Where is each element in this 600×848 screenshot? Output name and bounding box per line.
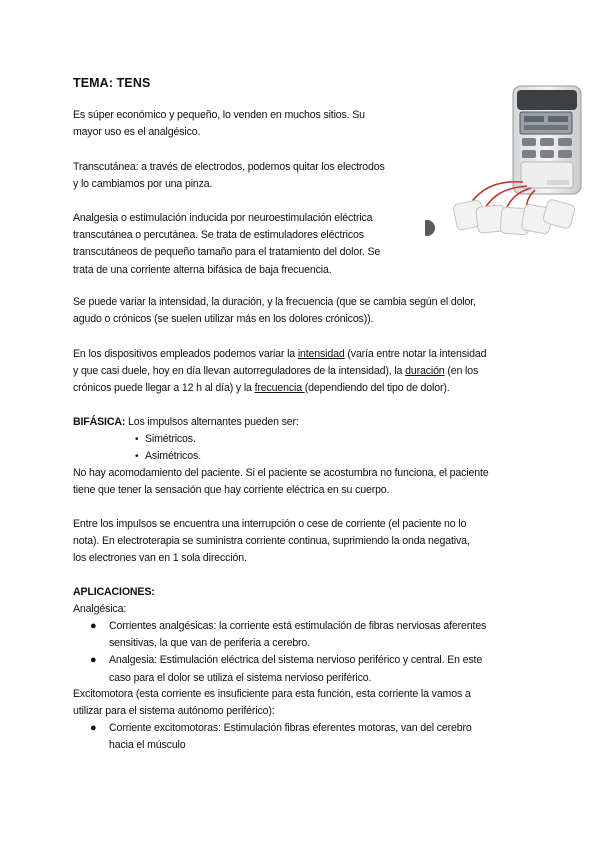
list-item-continuation: hacia el músculo [109,739,186,752]
paragraph-intro [73,107,365,141]
text-line: Excitomotora (esta corriente es insuficiente para esta función, esta corriente la vamos a [73,688,471,700]
bullet-icon: ● [90,654,97,667]
text-line: y que casi duele, hoy en día llevan autorreguladores de la intensidad), la duración (en los [73,365,479,378]
text-line: Es súper económico y pequeño, lo venden en muchos sitios. Su [73,109,365,121]
text-line: transcutánea o percutánea. Se trata de estimuladores eléctricos [73,229,364,242]
bifasica-list [135,431,201,465]
paragraph-impulsos [73,516,470,568]
text-line: No hay acomodamiento del paciente. Si el paciente se acostumbra no funciona, el paciente [73,467,489,479]
analgesica-list [90,618,487,687]
list-item-continuation: caso para el dolor se utiliza el sistema nervioso periférico. [109,671,372,684]
paragraph-excitomotora [73,686,471,720]
paragraph-analgesia [73,210,380,279]
underlined-frecuencia: frecuencia [254,382,305,395]
list-item: • Simétricos. [145,431,201,448]
text-line: Se puede variar la intensidad, la duración, y la frecuencia (que se cambia según el dolor, [73,296,476,308]
subheading-analgesica: Analgésica: [73,603,127,616]
text-line: nota). En electroterapia se suministra corriente continua, suprimiendo la onda negativa, [73,535,470,548]
bullet-icon: • [135,434,139,445]
text-line: los electrones van en 1 sola dirección. [73,552,247,565]
underlined-duracion: duración [405,365,445,378]
paragraph-bifasica [73,414,299,431]
brand-label [547,180,569,185]
text-line: Transcutánea: a través de electrodos, podemos quitar los electrodos [73,161,385,173]
list-item: • Asimétricos. [145,448,201,465]
text-line: utilizar para el sistema autónomo periférico): [73,705,275,718]
underlined-intensidad: intensidad [297,348,345,360]
list-item: ● Analgesia: Estimulación eléctrica del sistema nervioso periférico y central. En este [109,652,486,669]
text-line: agudo o crónicos (se suelen utilizar más en los dolores crónicos)). [73,313,374,326]
badge-icon [425,220,435,236]
paragraph-dispositivos [73,346,486,398]
device-top-panel [517,90,577,110]
text-line: transcutáneos de pequeño tamaño para el tratamiento del dolor. Se [73,246,381,259]
paragraph-variables [73,294,476,328]
bullet-icon: ● [90,620,97,632]
text-line: trata de una corriente alterna bifásica de baja frecuencia. [73,263,332,276]
text-line: crónicos puede llegar a 12 h al día) y la frecuencia (dependiendo del tipo de dolor). [73,382,450,395]
text-line: y lo cambiamos por una pinza. [73,178,213,191]
paragraph-transcutanea [73,159,385,193]
text-line: BIFÁSICA: Los impulsos alternantes pueden ser: [73,416,299,428]
text-line: Entre los impulsos se encuentra una interrupción o cese de corriente (el paciente no lo [73,518,467,530]
bullet-icon: ● [90,722,97,734]
excitomotora-list [90,720,472,754]
list-item: ● Corriente excitomotoras: Estimulación fibras eferentes motoras, van del cerebro [109,720,472,737]
section-heading: APLICACIONES: [73,586,155,598]
text-line: mayor uso es el analgésico. [73,126,201,139]
list-item: ● Corrientes analgésicas: la corriente está estimulación de fibras nerviosas aferentes [109,618,486,635]
text-line: Analgesia o estimulación inducida por neuroestimulación eléctrica [73,212,373,224]
device-screen [520,112,572,134]
bifasica-label: BIFÁSICA: [73,416,126,428]
section-aplicaciones [73,584,155,618]
text-line: En los dispositivos empleados podemos variar la intensidad (varía entre notar la intensidad [73,348,487,360]
tens-device-image [425,78,600,250]
electrode-pads [453,199,576,235]
list-item-continuation: sensitivas, la que van de periferia a cerebro. [109,637,310,650]
paragraph-acomodamiento [73,465,489,499]
page-title: TEMA: TENS [73,76,151,90]
bullet-icon: • [135,451,139,463]
text-line: tiene que tener la sensación que hay corriente eléctrica en su cuerpo. [73,484,390,497]
